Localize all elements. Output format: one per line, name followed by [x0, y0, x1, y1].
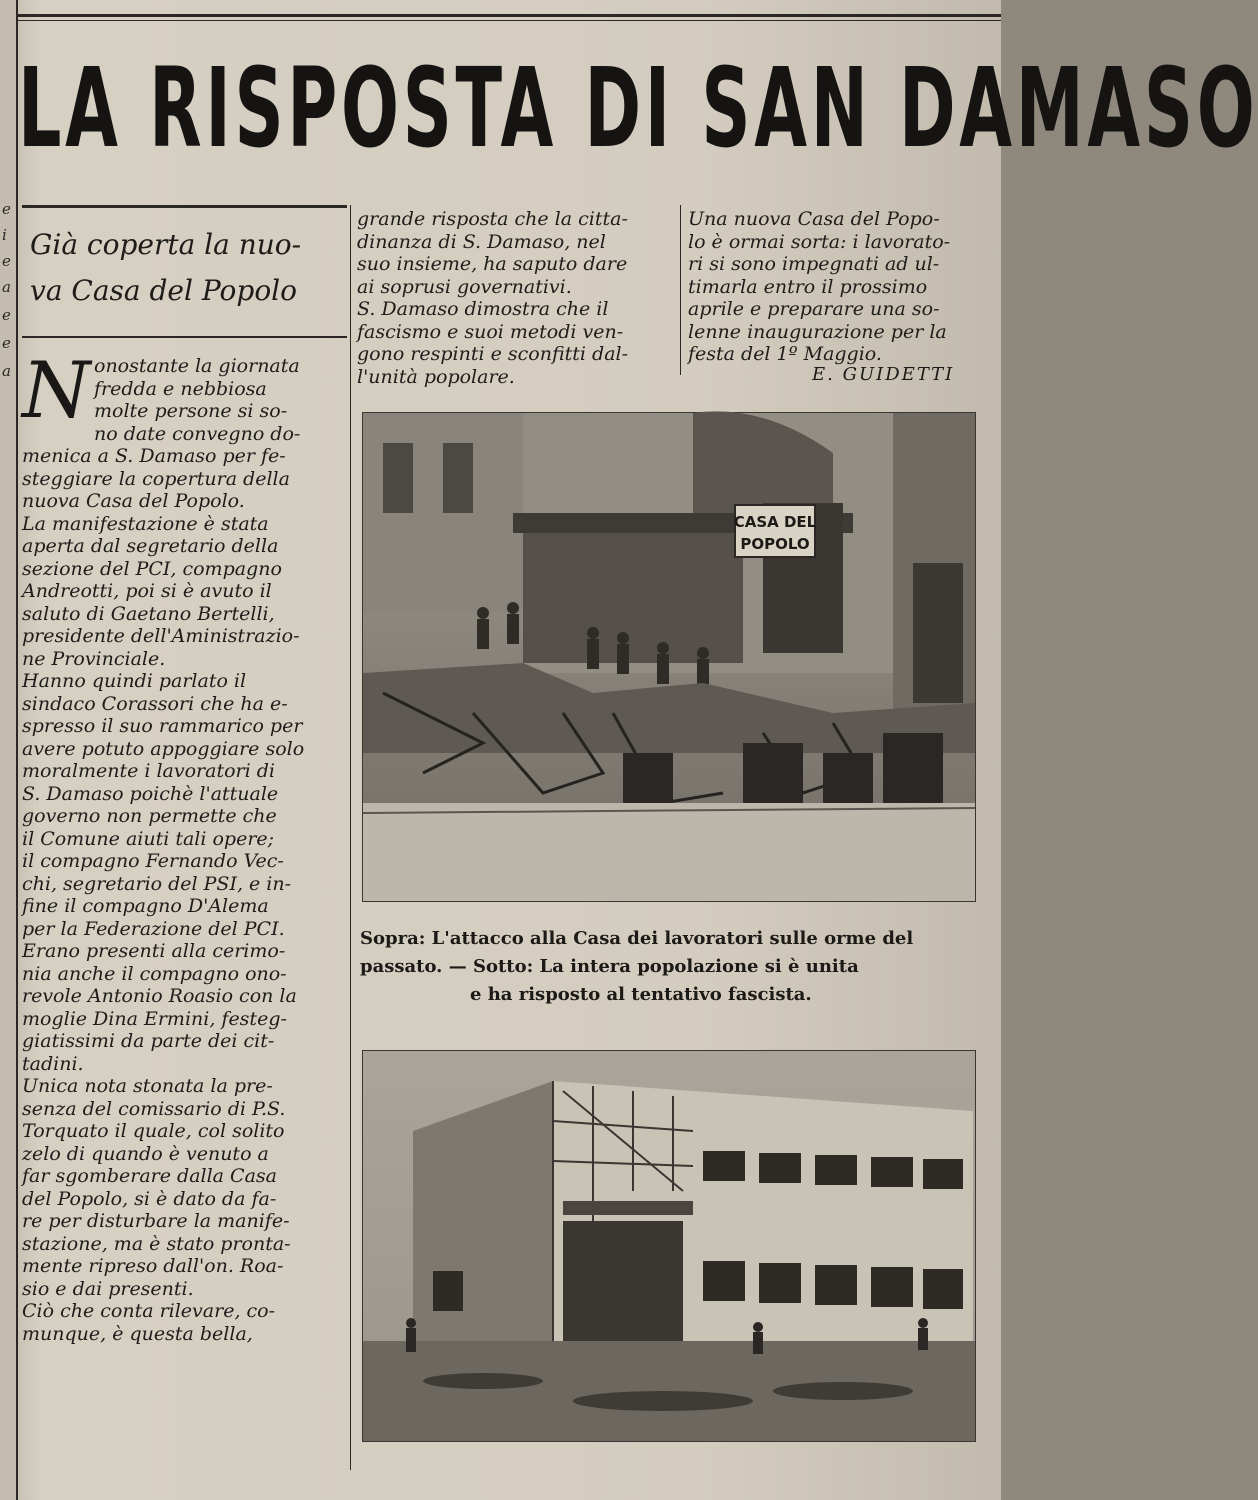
subheadline-line: Già coperta la nuo- [30, 228, 302, 261]
article-line: timarla entro il prossimo [688, 275, 928, 298]
article-line: sezione del PCI, compagno [22, 557, 282, 580]
article-line: il Comune aiuti tali opere; [22, 827, 275, 850]
article-line: munque, è questa bella, [22, 1322, 253, 1345]
adjacent-column-strip [0, 0, 18, 1500]
article-line: del Popolo, si è dato da fa- [22, 1187, 277, 1210]
article-line: zelo di quando è venuto a [22, 1142, 269, 1165]
article-line: La manifestazione è stata [22, 512, 269, 535]
column-rule [350, 205, 351, 1470]
drop-cap: N [22, 346, 91, 436]
sign-text-line2: POPOLO [740, 535, 810, 553]
caption-line: e ha risposto al tentativo fascista. [470, 984, 812, 1005]
article-line: nia anche il compagno ono- [22, 962, 287, 985]
strip-letter: i [2, 226, 7, 244]
article-line: governo non permette che [22, 805, 277, 827]
article-line: suo insieme, ha saputo dare [357, 253, 628, 275]
top-rule-thin [16, 20, 1001, 21]
sign-text-line1: CASA DEL [733, 513, 817, 531]
photo-damaged-casa-del-popolo [362, 412, 976, 902]
article-line: gono respinti e sconfitti dal- [357, 343, 629, 365]
strip-letter: a [2, 278, 11, 296]
photo-new-casa-del-popolo [362, 1050, 976, 1442]
article-line: stazione, ma è stato pronta- [22, 1232, 291, 1255]
article-line: aperta dal segretario della [22, 535, 279, 557]
article-line: sindaco Corassori che ha e- [22, 692, 288, 715]
article-line: Torquato il quale, col solito [22, 1120, 285, 1142]
article-line: re per disturbare la manife- [22, 1210, 290, 1232]
article-line: lenne inaugurazione per la [688, 320, 947, 343]
article-line: steggiare la copertura della [22, 467, 290, 490]
article-column-2 [357, 208, 675, 388]
article-line: molte persone si so- [94, 400, 288, 422]
photo-bottom-image [363, 1051, 975, 1441]
article-line: dinanza di S. Damaso, nel [357, 230, 606, 253]
caption-line: Sopra: L'attacco alla Casa dei lavoratori sulle orme del [360, 928, 914, 949]
article-line: festa del 1º Maggio. [688, 343, 882, 365]
caption-line: passato. — Sotto: La intera popolazione si è unita [360, 956, 859, 977]
article-line: Erano presenti alla cerimo- [22, 940, 286, 962]
article-line: fine il compagno D'Alema [22, 895, 269, 917]
article-line: l'unità popolare. [357, 365, 515, 388]
headline: LA RISPOSTA DI SAN DAMASO [18, 44, 1258, 172]
article-line: moglie Dina Ermini, festeg- [22, 1007, 287, 1030]
strip-letter: e [2, 200, 11, 218]
photo-top-image [363, 413, 975, 901]
strip-letter: e [2, 306, 11, 324]
subheadline-line: va Casa del Popolo [30, 274, 297, 307]
article-line: menica a S. Damaso per fe- [22, 445, 286, 467]
article-line: spresso il suo rammarico per [22, 715, 303, 737]
article-line: fredda e nebbiosa [94, 377, 267, 400]
subheadline [30, 222, 345, 314]
article-line: no date convegno do- [94, 422, 301, 445]
article-line: ne Provinciale. [22, 647, 166, 670]
article-column-3 [688, 208, 990, 366]
article-line: Andreotti, poi si è avuto il [22, 580, 272, 602]
top-rule [16, 14, 1001, 17]
article-line: lo è ormai sorta: i lavorato- [688, 230, 951, 253]
article-line: chi, segretario del PSI, e in- [22, 872, 292, 895]
article-line: senza del comissario di P.S. [22, 1097, 286, 1120]
strip-letter: e [2, 334, 11, 352]
article-line: S. Damaso dimostra che il [357, 298, 609, 320]
article-line: Ciò che conta rilevare, co- [22, 1300, 276, 1322]
photo-caption [360, 925, 990, 1009]
article-line: ai soprusi governativi. [357, 275, 572, 298]
article-line: Unica nota stonata la pre- [22, 1075, 273, 1097]
article-line: ri si sono impegnati ad ul- [688, 253, 940, 275]
article-line: grande risposta che la citta- [357, 208, 628, 230]
article-line: far sgomberare dalla Casa [22, 1165, 277, 1187]
article-line: mente ripreso dall'on. Roa- [22, 1255, 284, 1277]
strip-letter: a [2, 362, 11, 380]
column-rule [680, 205, 681, 375]
article-line: S. Damaso poichè l'attuale [22, 782, 279, 805]
article-line: Una nuova Casa del Popo- [688, 208, 940, 230]
article-line: avere potuto appoggiare solo [22, 737, 305, 760]
article-line: moralmente i lavoratori di [22, 760, 275, 782]
article-line: nuova Casa del Popolo. [22, 490, 245, 512]
article-line: presidente dell'Aministrazio- [22, 625, 300, 647]
article-line: saluto di Gaetano Bertelli, [22, 602, 275, 625]
article-line: per la Federazione del PCI. [22, 917, 285, 940]
article-line: revole Antonio Roasio con la [22, 985, 297, 1007]
article-line: giatissimi da parte dei cit- [22, 1030, 275, 1052]
byline-signature: E. GUIDETTI [812, 364, 955, 385]
article-column-1 [22, 355, 344, 1345]
article-line: il compagno Fernando Vec- [22, 850, 284, 872]
article-line: sio e dai presenti. [22, 1277, 194, 1300]
article-line: Hanno quindi parlato il [22, 670, 247, 692]
strip-letter: e [2, 252, 11, 270]
article-line: tadini. [22, 1052, 84, 1075]
article-line: fascismo e suoi metodi ven- [357, 320, 624, 343]
article-line: onostante la giornata [94, 355, 300, 377]
article-line: aprile e preparare una so- [688, 298, 940, 320]
